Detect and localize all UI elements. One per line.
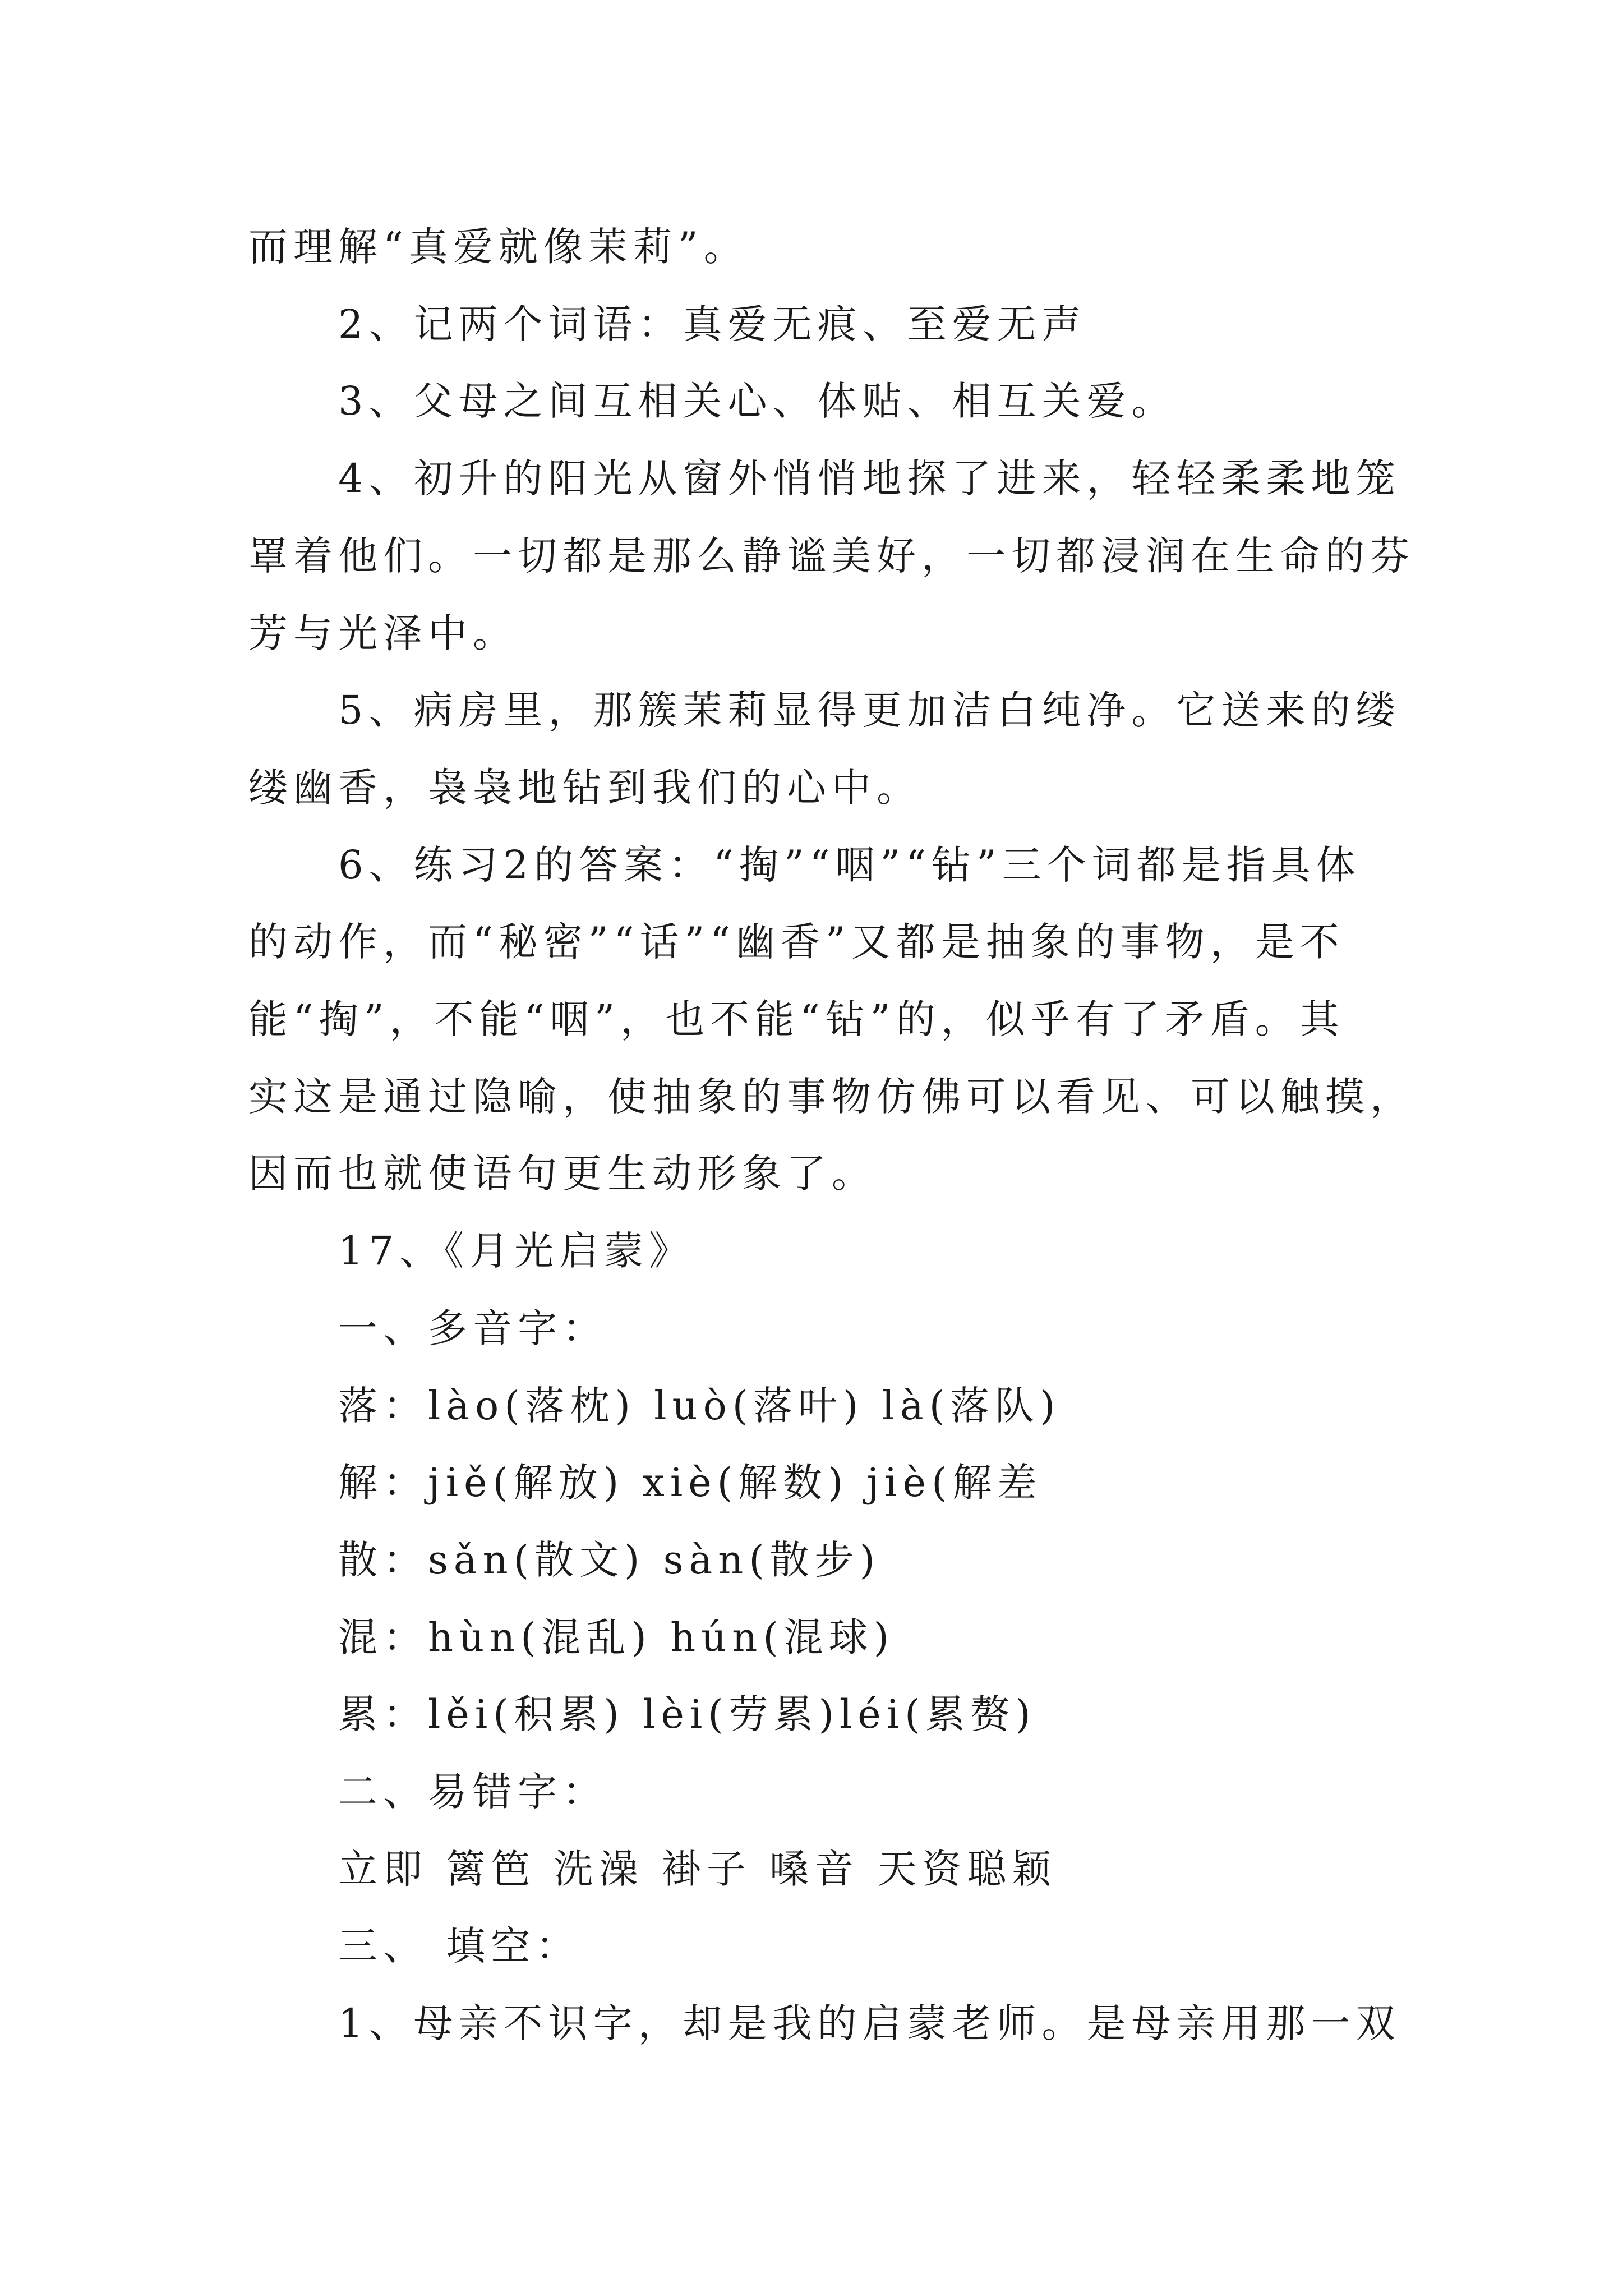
text-line: 混：hùn(混乱) hún(混球) <box>338 1614 895 1660</box>
text-line: 5、病房里，那簇茉莉显得更加洁白纯净。它送来的缕 <box>338 687 1401 734</box>
text-line: 2、记两个词语：真爱无痕、至爱无声 <box>338 301 1087 347</box>
text-line: 立即 篱笆 洗澡 褂子 嗓音 天资聪颖 <box>338 1846 1057 1892</box>
text-line: 实这是通过隐喻，使抽象的事物仿佛可以看见、可以触摸， <box>248 1073 1415 1120</box>
text-line: 1、母亲不识字，却是我的启蒙老师。是母亲用那一双 <box>338 2000 1401 2047</box>
text-line: 缕幽香，袅袅地钻到我们的心中。 <box>248 764 921 811</box>
text-line: 散：sǎn(散文) sàn(散步) <box>338 1536 880 1583</box>
text-line: 因而也就使语句更生动形象了。 <box>248 1151 877 1197</box>
text-line: 芳与光泽中。 <box>248 610 518 656</box>
text-line: 累：lěi(积累) lèi(劳累)léi(累赘) <box>338 1691 1036 1738</box>
subsection-heading: 一、多音字： <box>338 1305 607 1351</box>
text-line: 6、练习2的答案：“掏”“咽”“钻”三个词都是指具体 <box>338 841 1361 888</box>
text-line: 罩着他们。一切都是那么静谧美好，一切都浸润在生命的芬 <box>248 532 1415 579</box>
section-heading: 17、《月光启蒙》 <box>338 1228 694 1274</box>
text-line: 的动作，而“秘密”“话”“幽香”又都是抽象的事物，是不 <box>248 919 1345 965</box>
text-line: 解：jiě(解放) xiè(解数) jiè(解差 <box>338 1460 1043 1506</box>
text-line: 4、初升的阳光从窗外悄悄地探了进来，轻轻柔柔地笼 <box>338 455 1401 502</box>
text-line: 能“掏”，不能“咽”，也不能“钻”的，似乎有了矛盾。其 <box>248 996 1345 1042</box>
text-line: 3、父母之间互相关心、体贴、相互关爱。 <box>338 378 1177 425</box>
subsection-heading: 三、 填空： <box>338 1923 581 1970</box>
text-line: 而理解“真爱就像茉莉”。 <box>248 224 749 270</box>
text-line: 落：lào(落枕) luò(落叶) là(落队) <box>338 1382 1061 1429</box>
subsection-heading: 二、易错字： <box>338 1769 607 1815</box>
